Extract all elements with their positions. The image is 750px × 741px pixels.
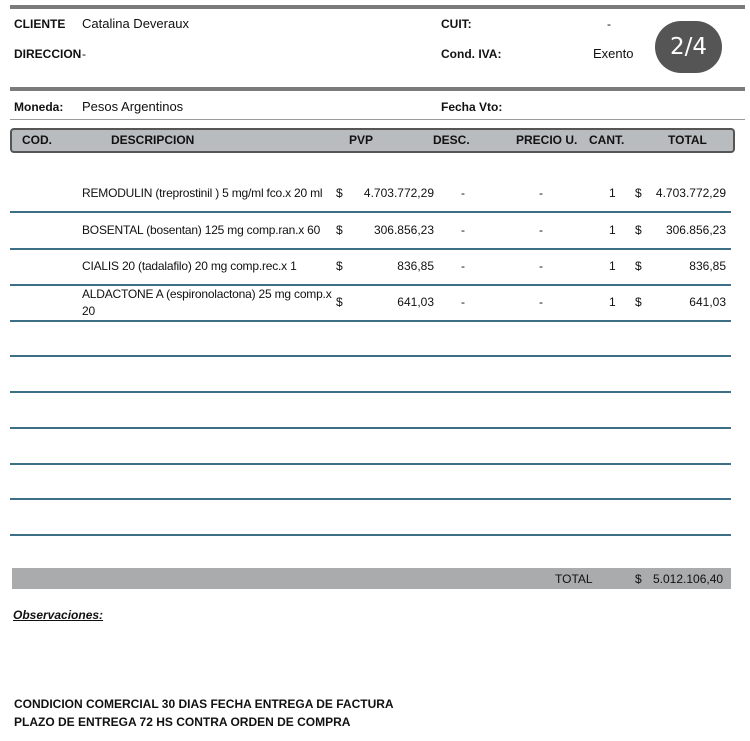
row-precio-u: - [539, 295, 543, 309]
pvp-currency: $ [336, 295, 343, 309]
fecha-vto-label: Fecha Vto: [441, 100, 503, 114]
row-cant: 1 [609, 186, 616, 200]
row-divider [10, 211, 731, 213]
total-currency: $ [635, 186, 642, 200]
row-precio-u: - [539, 259, 543, 273]
cliente-label: CLIENTE [14, 17, 66, 31]
row-precio-u: - [539, 223, 543, 237]
col-cant: CANT. [589, 133, 625, 147]
col-total: TOTAL [668, 133, 707, 147]
table-header [10, 128, 735, 153]
row-desc: - [461, 186, 465, 200]
pvp-currency: $ [336, 223, 343, 237]
row-desc: - [461, 259, 465, 273]
row-divider [10, 248, 731, 250]
row-description: CIALIS 20 (tadalafilo) 20 mg comp.rec.x 1 [82, 259, 297, 273]
top-rule [10, 5, 745, 9]
total-currency: $ [635, 572, 642, 586]
page-indicator-text: 2/4 [669, 34, 707, 60]
row-precio-u: - [539, 186, 543, 200]
direccion-value: - [82, 47, 86, 61]
moneda-rule [10, 119, 745, 120]
col-desc: DESC. [433, 133, 470, 147]
cond-iva-label: Cond. IVA: [441, 47, 502, 61]
page-indicator-badge [655, 21, 722, 73]
cuit-label: CUIT: [441, 17, 472, 31]
row-pvp: 4.703.772,29 [363, 186, 434, 200]
row-divider [10, 427, 731, 429]
row-total: 641,03 [689, 295, 726, 309]
cuit-value: - [607, 17, 611, 31]
row-pvp: 641,03 [397, 295, 434, 309]
condition-line: CONDICION COMERCIAL 30 DIAS FECHA ENTREGA DE FACTURA [14, 697, 394, 711]
row-pvp: 306.856,23 [373, 223, 434, 237]
row-description-line2: 20 [82, 304, 95, 318]
row-divider [10, 320, 731, 322]
row-cant: 1 [609, 223, 616, 237]
total-currency: $ [635, 223, 642, 237]
col-precio-u: PRECIO U. [516, 133, 578, 147]
moneda-label: Moneda: [14, 100, 64, 114]
row-total: 306.856,23 [665, 223, 726, 237]
col-pvp: PVP [349, 133, 374, 147]
total-bar [12, 568, 731, 589]
row-total: 4.703.772,29 [655, 186, 726, 200]
row-pvp: 836,85 [397, 259, 434, 273]
row-divider [10, 463, 731, 465]
cliente-value: Catalina Deveraux [82, 16, 189, 31]
moneda-value: Pesos Argentinos [82, 99, 184, 114]
direccion-label: DIRECCION [14, 47, 82, 61]
col-descripcion: DESCRIPCION [111, 133, 195, 147]
total-currency: $ [635, 259, 642, 273]
row-divider [10, 355, 731, 357]
total-value: 5.012.106,40 [653, 572, 724, 586]
row-description: ALDACTONE A (espironolactona) 25 mg comp.x [82, 287, 332, 301]
header-rule [10, 87, 745, 91]
row-description: REMODULIN (treprostinil ) 5 mg/ml fco.x 20 ml [82, 186, 323, 200]
row-divider [10, 284, 731, 286]
total-label: TOTAL [555, 572, 593, 586]
observaciones-label: Observaciones: [13, 608, 104, 622]
row-cant: 1 [609, 259, 616, 273]
row-description: BOSENTAL (bosentan) 125 mg comp.ran.x 60 [82, 223, 321, 237]
row-total: 836,85 [689, 259, 726, 273]
total-currency: $ [635, 295, 642, 309]
row-divider [10, 498, 731, 500]
pvp-currency: $ [336, 186, 343, 200]
row-cant: 1 [609, 295, 616, 309]
row-divider [10, 534, 731, 536]
pvp-currency: $ [336, 259, 343, 273]
row-divider [10, 391, 731, 393]
row-desc: - [461, 295, 465, 309]
col-cod: COD. [22, 133, 52, 147]
condition-line: PLAZO DE ENTREGA 72 HS CONTRA ORDEN DE COMPRA [14, 715, 351, 729]
row-desc: - [461, 223, 465, 237]
cond-iva-value: Exento [593, 46, 634, 61]
